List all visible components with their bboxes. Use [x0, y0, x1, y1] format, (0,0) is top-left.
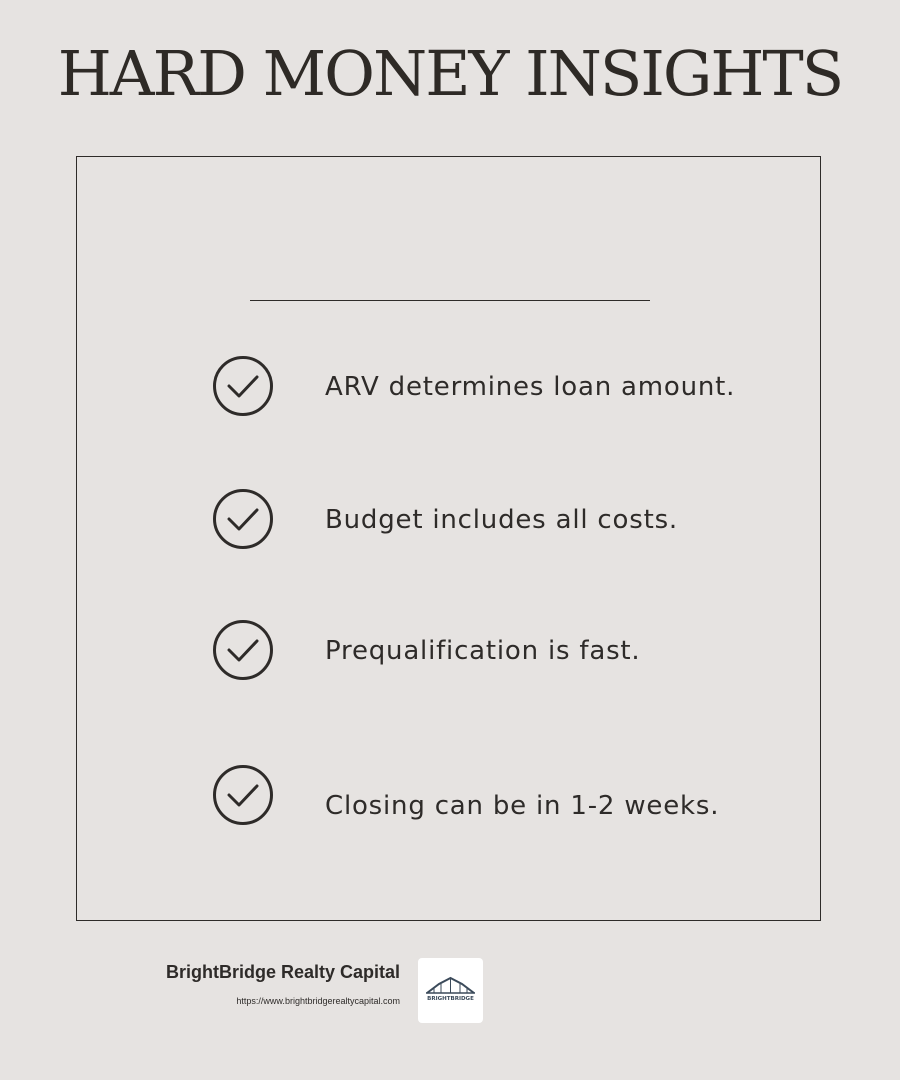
- divider-line: [250, 300, 650, 301]
- list-item: [212, 619, 772, 683]
- website-url[interactable]: https://www.brightbridgerealtycapital.com: [236, 996, 400, 1006]
- check-circle-icon: [212, 619, 274, 681]
- check-circle-icon: [212, 355, 274, 417]
- item-text: Closing can be in 1-2 weeks.: [325, 791, 720, 821]
- logo-wordmark: BRIGHTBRIDGE: [427, 996, 474, 1002]
- brightbridge-logo-icon: [426, 976, 475, 1004]
- page-title: HARD MONEY INSIGHTS: [57, 37, 843, 110]
- item-text: Budget includes all costs.: [325, 505, 678, 535]
- check-circle-icon: [212, 488, 274, 550]
- list-item: [212, 488, 772, 552]
- item-text: ARV determines loan amount.: [325, 372, 736, 402]
- list-item: [212, 355, 772, 419]
- brand-logo: [418, 958, 483, 1023]
- check-circle-icon: [212, 764, 274, 826]
- list-item: [212, 764, 772, 828]
- brand-name: BrightBridge Realty Capital: [165, 962, 400, 982]
- item-text: Prequalification is fast.: [325, 636, 641, 666]
